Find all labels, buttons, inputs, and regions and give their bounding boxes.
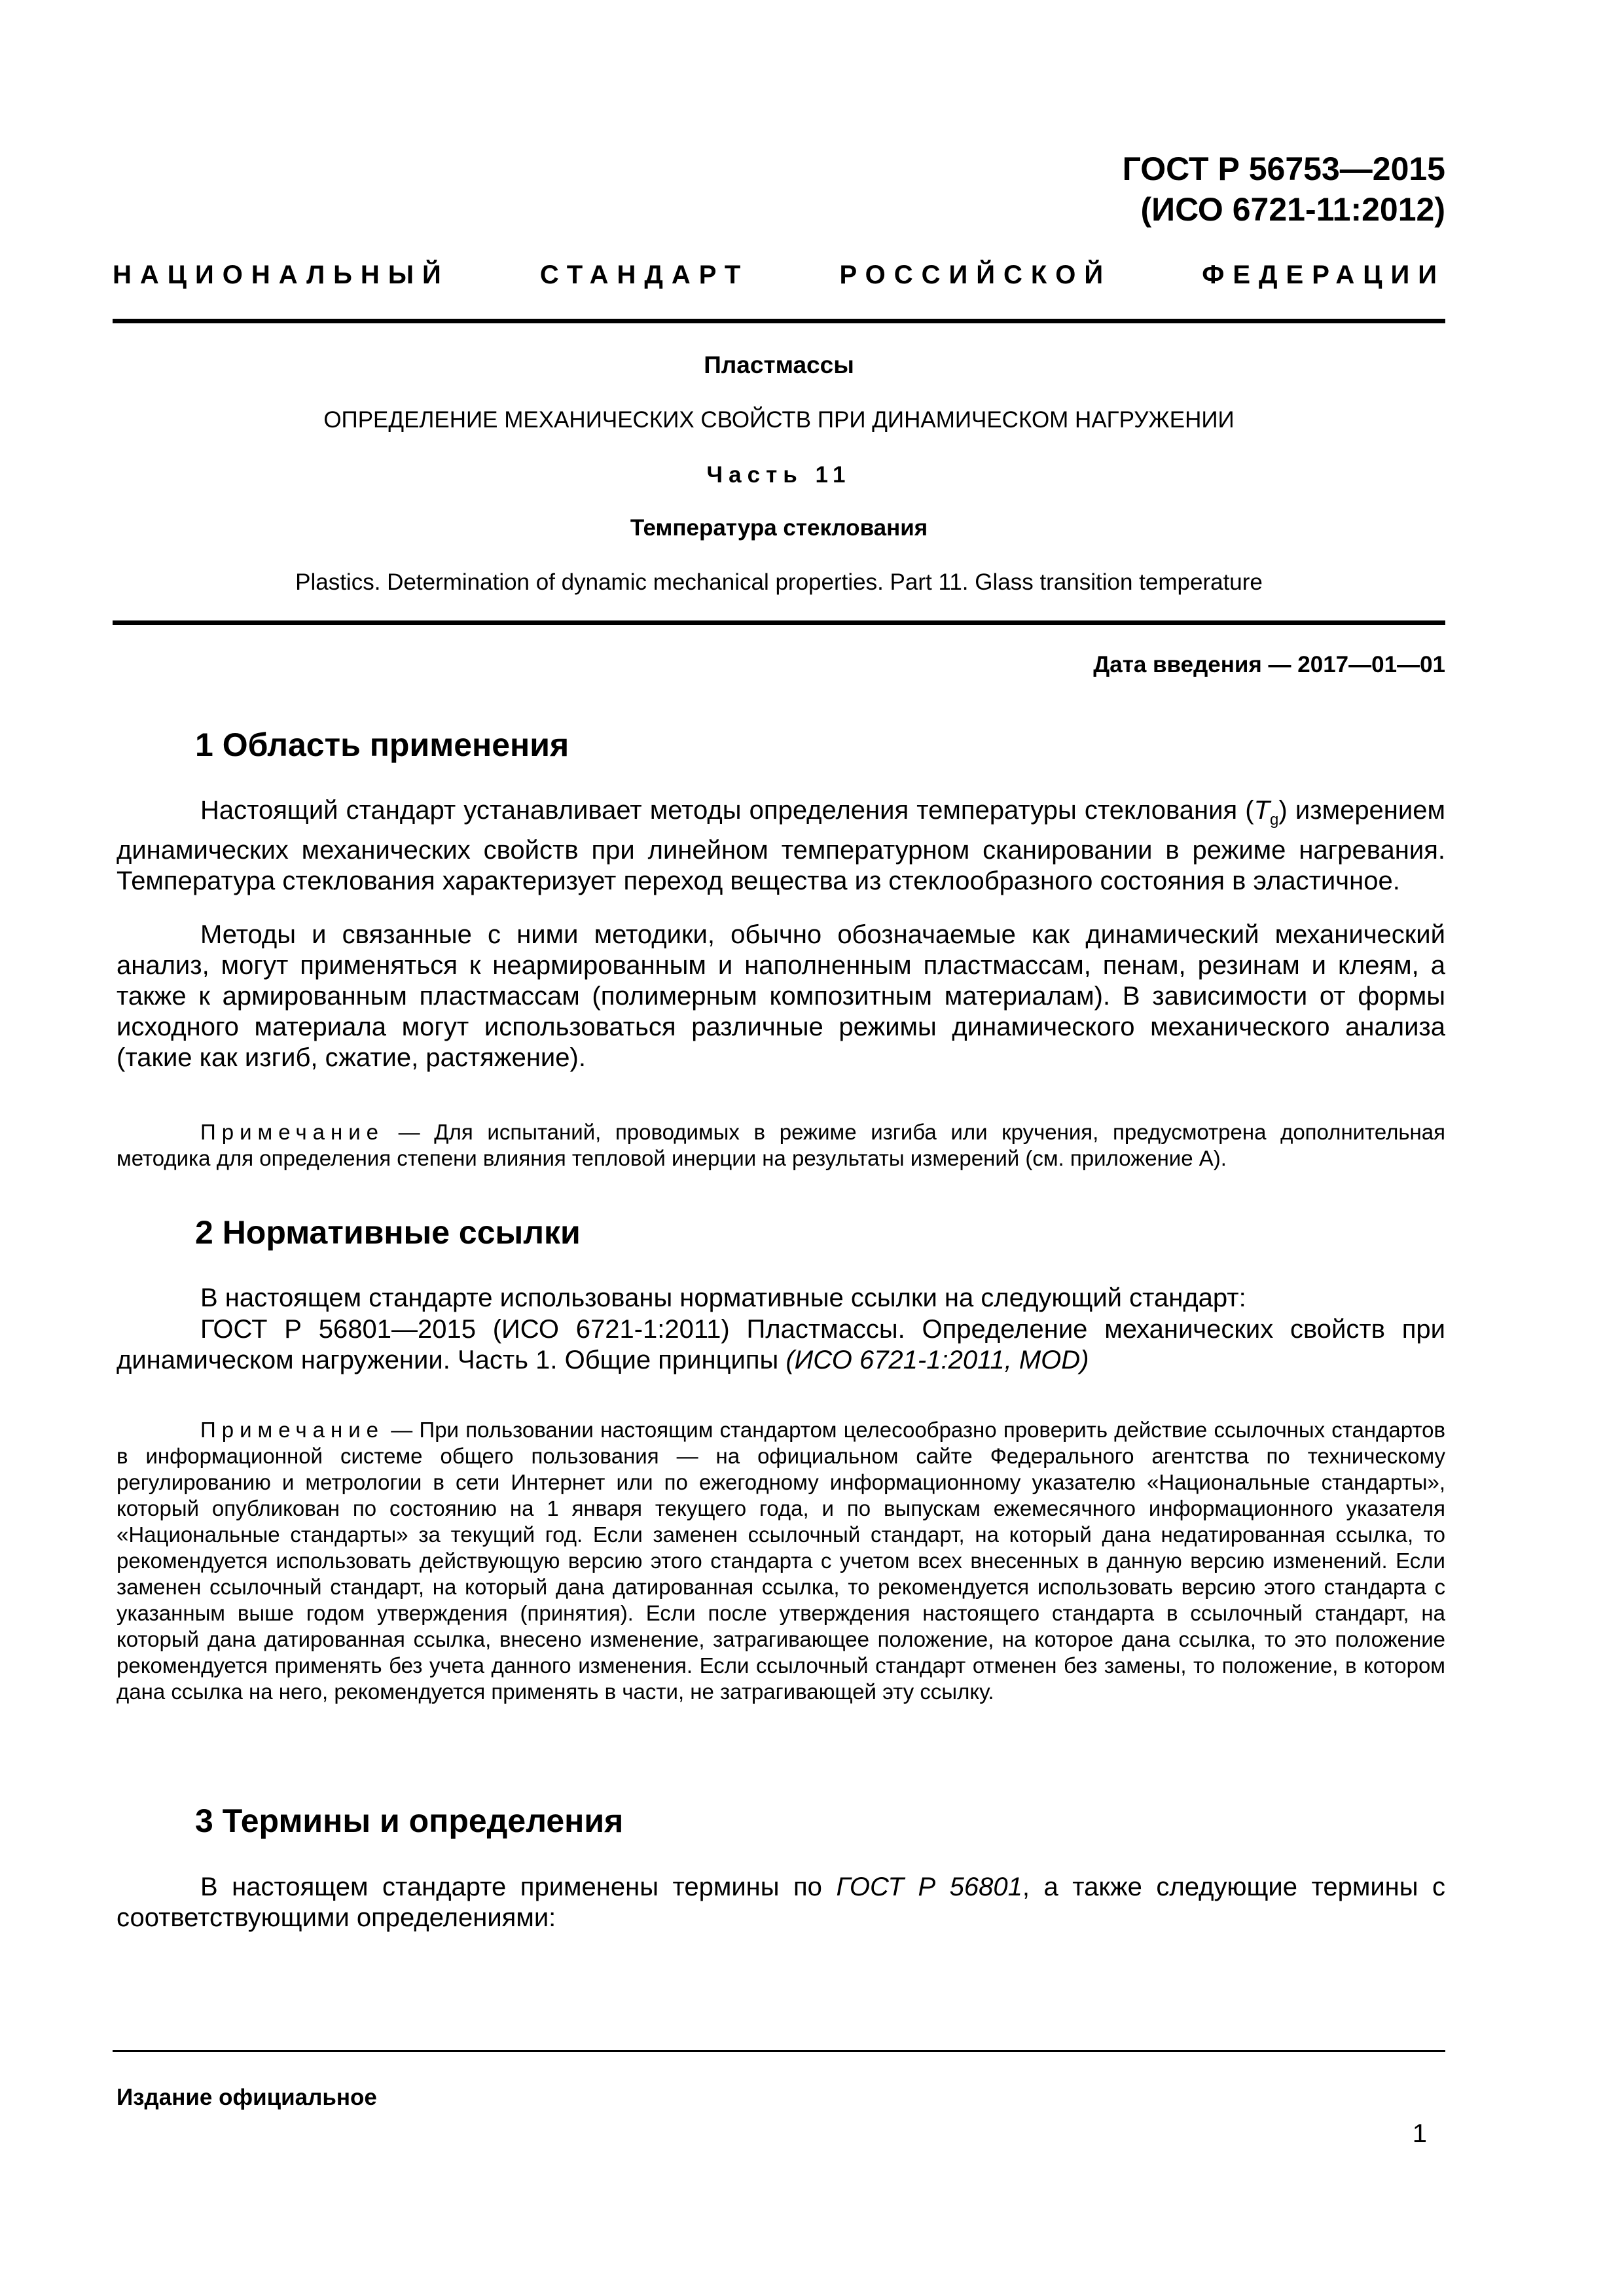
part-label: Часть 11	[706, 462, 852, 488]
english-title: Plastics. Determination of dynamic mechanical properties. Part 11. Glass transition temperature	[295, 569, 1263, 595]
title-rule	[113, 620, 1445, 625]
subject-title: Пластмассы	[704, 351, 854, 378]
section-1-paragraph-1: Настоящий стандарт устанавливает методы определения температуры стеклования $(T_g)$ измерением динамических механических свойств при линейном температурном сканировании в режиме нагревания. Температура стеклования характеризует переход вещества из стеклообразного состояния в эластичное.	[117, 796, 1445, 895]
standard-number: ГОСТ Р 56753—2015	[1122, 151, 1445, 187]
effective-date: Дата введения — 2017—01—01	[1093, 652, 1445, 677]
section-2-heading: 2 Нормативные ссылки	[195, 1214, 581, 1251]
document-subtitle: Температура стеклования	[630, 515, 928, 541]
section-2-paragraph-1: В настоящем стандарте использованы нормативные ссылки на следующий стандарт:	[200, 1283, 1246, 1312]
iso-number: (ИСО 6721-11:2012)	[1140, 191, 1445, 228]
section-3-paragraph-1: В настоящем стандарте применены термины по ГОСТ Р 56801, а также следующие термины с соответствующими определениями:	[117, 1873, 1446, 1932]
section-1-heading: 1 Область применения	[195, 726, 569, 763]
note-label: Примечание	[200, 1120, 385, 1144]
note-label: Примечание	[200, 1418, 385, 1442]
section-1-paragraph-2: Методы и связанные с ними методики, обычно обозначаемые как динамический механический анализ, могут применяться к неармированным и наполненным пластмассам, пенам, резинам и клеям, а также к армированным пластмассам (полимерным композитным материалам). В зависимости от формы исходного материала могут использоваться различные режимы динамического механического анализа (такие как изгиб, сжатие, растяжение).	[117, 920, 1445, 1072]
document-title: ОПРЕДЕЛЕНИЕ МЕХАНИЧЕСКИХ СВОЙСТВ ПРИ ДИНАМИЧЕСКОМ НАГРУЖЕНИИ	[323, 407, 1235, 433]
page-number: 1	[1412, 2119, 1427, 2148]
footer-rule	[113, 2050, 1445, 2052]
section-2-note: Примечание — При пользовании настоящим стандартом целесообразно проверить действие ссылочных стандартов в информационной системе общего пользования — на официальном сайте Федерального агентства по техническому регулированию и метрологии в сети Интернет или по ежегодному информационному указателю «Национальные стандарты», который опубликован по состоянию на 1 января текущего года, и по выпускам ежемесячного информационного указателя «Национальные стандарты» за текущий год. Если заменен ссылочный стандарт, на который дана недатированная ссылка, то рекомендуется использовать действующую версию этого стандарта с учетом всех внесенных в данную версию изменений. Если заменен ссылочный стандарт, на который дана датированная ссылка, то рекомендуется использовать версию этого стандарта с указанным выше годом утверждения (принятия). Если после утверждения настоящего стандарта в ссылочный стандарт, на который дана датированная ссылка, внесено изменение, затрагивающее положение, на которое дана ссылка, то это положение рекомендуется применять без учета данного изменения. Если ссылочный стандарт отменен без замены, то положение, в котором дана ссылка на него, рекомендуется применять в части, не затрагивающей эту ссылку.	[117, 1418, 1445, 1704]
section-2-reference: ГОСТ Р 56801—2015 (ИСО 6721-1:2011) Пластмассы. Определение механических свойств при динамическом нагружении. Часть 1. Общие принципы (ИСО 6721-1:2011, MOD)	[117, 1315, 1445, 1374]
section-3-heading: 3 Термины и определения	[195, 1803, 624, 1839]
header-rule	[113, 319, 1445, 323]
section-1-note: Примечание — Для испытаний, проводимых в режиме изгиба или кручения, предусмотрена дополнительная методика для определения степени влияния тепловой инерции на результаты измерений (см. приложение А).	[117, 1120, 1445, 1170]
edition-label: Издание официальное	[117, 2085, 377, 2110]
national-banner: НАЦИОНАЛЬНЫЙ СТАНДАРТ РОССИЙСКОЙ ФЕДЕРАЦИИ	[113, 260, 1445, 289]
